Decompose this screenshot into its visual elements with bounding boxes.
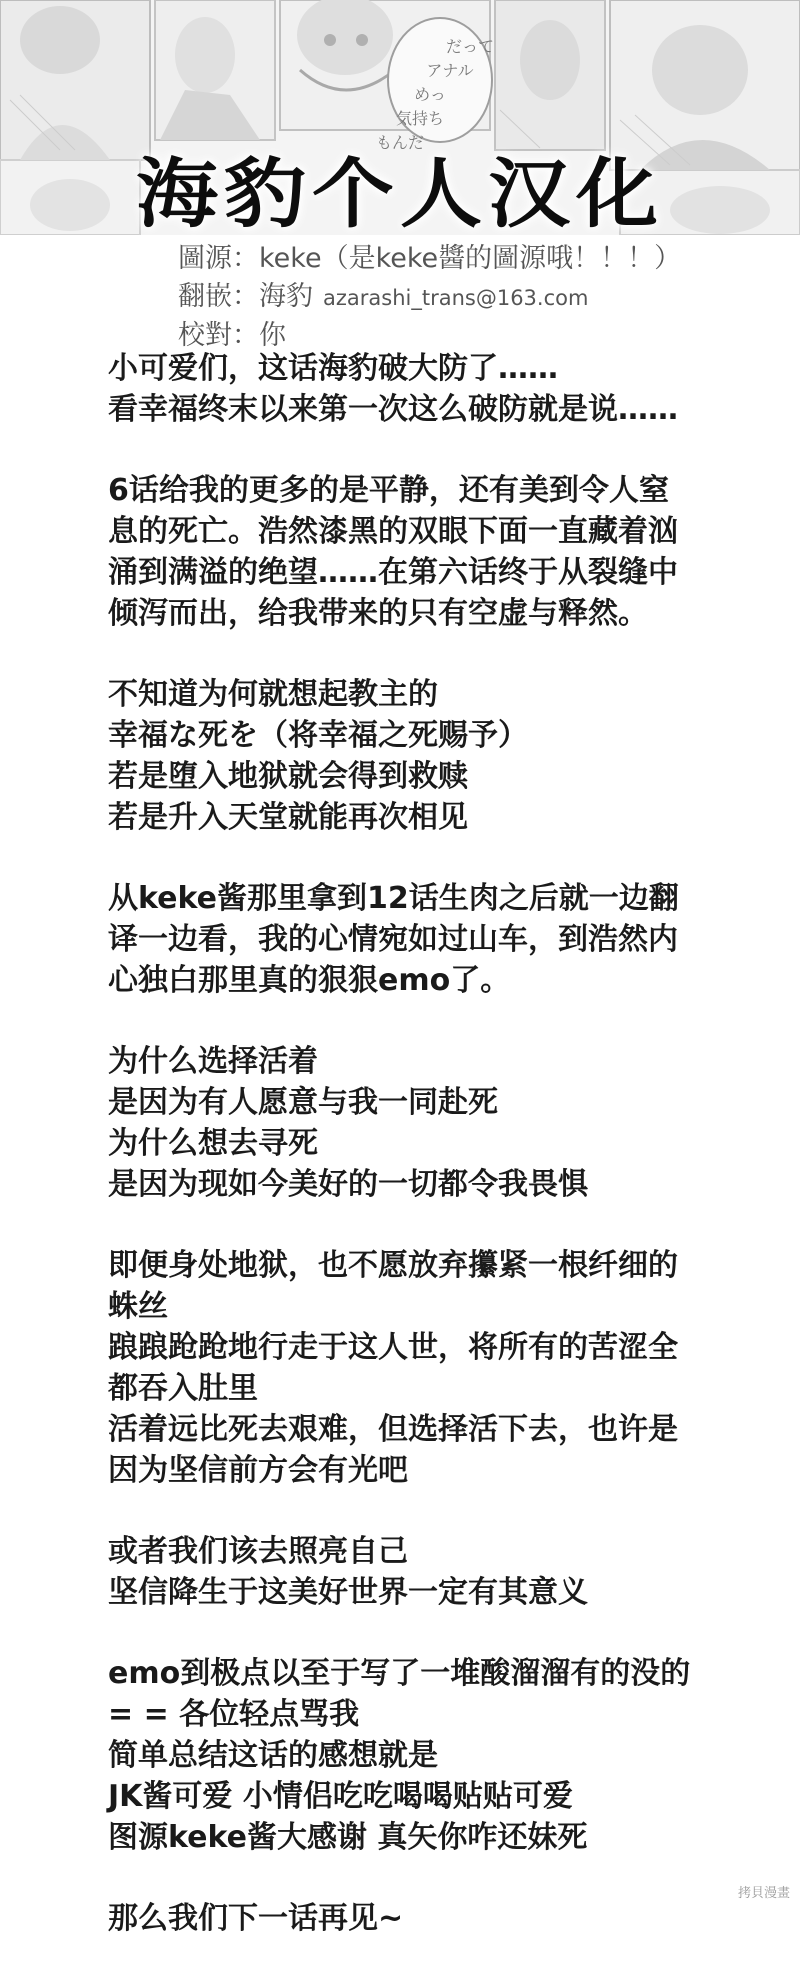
- notes-paragraph: [108, 1531, 768, 1613]
- notes-paragraph: [108, 878, 768, 1001]
- notes-line: 小可爱们，这话海豹破大防了……: [108, 351, 558, 386]
- notes-line: 活着远比死去艰难，但选择活下去，也许是: [108, 1412, 678, 1447]
- credit-proof-value: 你: [259, 320, 286, 351]
- notes-line: = = 各位轻点骂我: [108, 1697, 360, 1732]
- translator-notes: [108, 348, 768, 1979]
- notes-line: 那么我们下一话再见~: [108, 1901, 404, 1936]
- bubble-text-5: もんだ: [375, 133, 425, 152]
- notes-line: 为什么选择活着: [108, 1044, 318, 1079]
- notes-paragraph: [108, 348, 768, 430]
- credit-proof-label: 校對：: [178, 320, 259, 351]
- notes-paragraph: [108, 470, 768, 634]
- credit-typeset: [178, 278, 681, 317]
- notes-line: 图源keke酱大感谢 真矢你咋还妹死: [108, 1820, 588, 1855]
- notes-paragraph: [108, 1245, 768, 1491]
- bubble-text-1: だって: [445, 37, 495, 56]
- notes-line: 若是堕入地狱就会得到救赎: [108, 759, 468, 794]
- notes-line: 因为坚信前方会有光吧: [108, 1453, 408, 1488]
- credits-block: [178, 240, 681, 355]
- notes-line: 或者我们该去照亮自己: [108, 1534, 408, 1569]
- notes-line: 不知道为何就想起教主的: [108, 677, 438, 712]
- notes-line: 心独白那里真的狠狠emo了。: [108, 963, 511, 998]
- notes-line: emo到极点以至于写了一堆酸溜溜有的没的: [108, 1656, 691, 1691]
- credit-source-label: 圖源：: [178, 243, 259, 274]
- notes-paragraph: [108, 1653, 768, 1858]
- watermark: 拷貝漫畫: [737, 1886, 790, 1901]
- notes-line: 踉踉跄跄地行走于这人世，将所有的苦涩全: [108, 1330, 678, 1365]
- notes-line: 倾泻而出，给我带来的只有空虚与释然。: [108, 596, 648, 631]
- notes-paragraph: [108, 1898, 768, 1939]
- notes-line: 幸福な死を（将幸福之死赐予）: [108, 718, 528, 753]
- notes-line: 从keke酱那里拿到12话生肉之后就一边翻: [108, 881, 679, 916]
- notes-line: 看幸福终末以来第一次这么破防就是说……: [108, 392, 678, 427]
- notes-line: JK酱可爱 小情侣吃吃喝喝贴贴可爱: [108, 1779, 573, 1814]
- notes-line: 6话给我的更多的是平静，还有美到令人窒: [108, 473, 669, 508]
- notes-line: 是因为有人愿意与我一同赴死: [108, 1085, 498, 1120]
- credit-email: azarashi_trans@163.com: [323, 286, 589, 310]
- credit-typeset-value: 海豹: [259, 281, 313, 312]
- notes-line: 译一边看，我的心情宛如过山车，到浩然内: [108, 922, 678, 957]
- notes-line: 蛛丝: [108, 1289, 168, 1324]
- notes-paragraph: [108, 674, 768, 838]
- notes-line: 都吞入肚里: [108, 1371, 258, 1406]
- notes-line: 息的死亡。浩然漆黑的双眼下面一直藏着汹: [108, 514, 678, 549]
- notes-line: 是因为现如今美好的一切都令我畏惧: [108, 1167, 588, 1202]
- notes-line: 坚信降生于这美好世界一定有其意义: [108, 1575, 588, 1610]
- credit-source: [178, 240, 681, 278]
- credit-source-value: keke（是keke醬的圖源哦！！！）: [259, 243, 682, 274]
- scanlation-group-title: 海豹个人汉化: [135, 151, 664, 239]
- notes-line: 为什么想去寻死: [108, 1126, 318, 1161]
- notes-line: 若是升入天堂就能再次相见: [108, 800, 468, 835]
- notes-line: 简单总结这话的感想就是: [108, 1738, 438, 1773]
- notes-paragraph: [108, 1041, 768, 1205]
- bubble-text-4: 気持ち: [395, 109, 445, 128]
- credit-typeset-label: 翻嵌：: [178, 281, 259, 312]
- bubble-text-3: めっ: [414, 85, 446, 104]
- bubble-text-2: アナル: [426, 61, 474, 80]
- notes-line: 即便身处地狱，也不愿放弃攥紧一根纤细的: [108, 1248, 678, 1283]
- notes-line: 涌到满溢的绝望……在第六话终于从裂缝中: [108, 555, 678, 590]
